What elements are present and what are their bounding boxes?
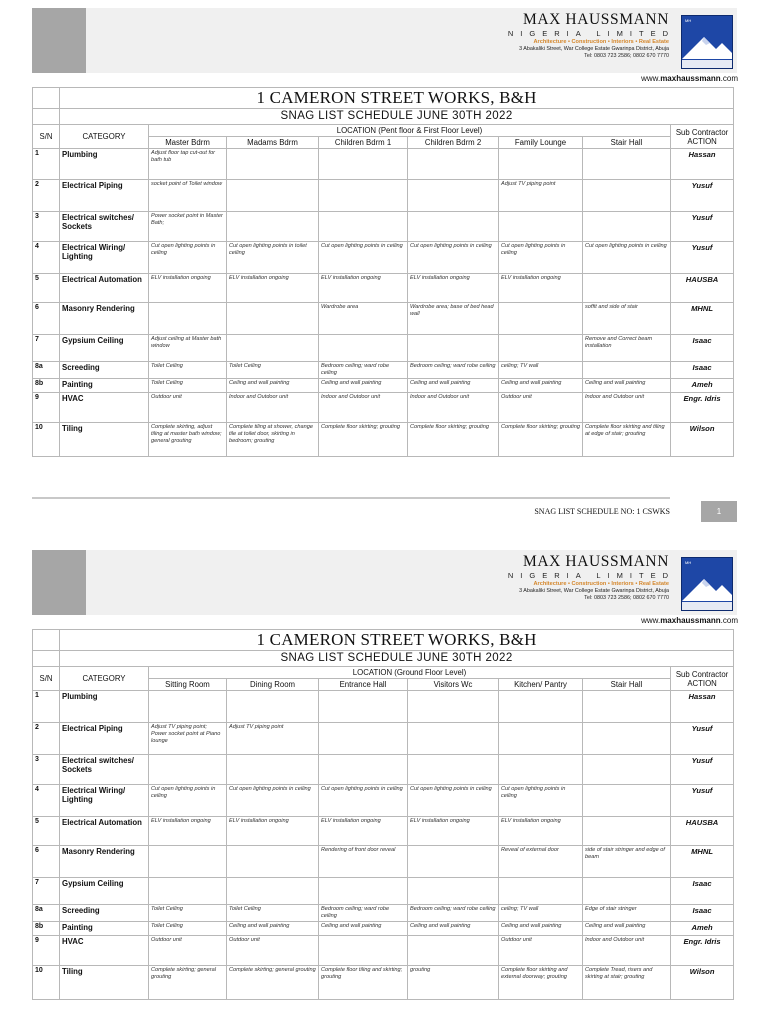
snag-note-cell: Complete floor skirting and external doorway; grouting (499, 965, 583, 999)
snag-note-cell: ELV installation ongoing (319, 274, 408, 303)
row-sn: 9 (33, 935, 60, 965)
snag-note-cell (499, 212, 583, 242)
row-action: Isaac (671, 335, 734, 362)
snag-note-cell: Cut open lighting points in ceiling (319, 785, 408, 817)
snag-note-cell: Ceiling and wall painting (227, 378, 319, 392)
row-sn: 1 (33, 691, 60, 723)
table-row (33, 392, 734, 422)
table-row (33, 422, 734, 456)
snag-note-cell: Adjust ceiling at Master bath window (149, 335, 227, 362)
row-action: Ameh (671, 378, 734, 392)
table-row (33, 723, 734, 755)
footer-schedule-no: SNAG LIST SCHEDULE NO: 1 CSWKS (534, 507, 670, 516)
row-sn: 1 (33, 149, 60, 180)
snag-note-cell (408, 935, 499, 965)
row-category: HVAC (60, 392, 149, 422)
column-header-room: Kitchen/ Pantry (499, 679, 583, 691)
header-sn: S/N (33, 667, 60, 691)
logo-mark-icon: MH (685, 560, 692, 565)
row-action: Yusuf (671, 180, 734, 212)
snag-note-cell: Bedroom ceiling; ward robe ceiling (408, 905, 499, 922)
snag-note-cell: ceiling; TV wall (499, 905, 583, 922)
row-action: Engr. Idris (671, 935, 734, 965)
snag-note-cell: soffit and side of stair (583, 303, 671, 335)
row-category: Gypsium Ceiling (60, 878, 149, 905)
row-sn: 6 (33, 303, 60, 335)
snag-note-cell: Cut open lighting points in ceiling (499, 242, 583, 274)
row-sn: 9 (33, 392, 60, 422)
table-row (33, 935, 734, 965)
row-category: Masonry Rendering (60, 303, 149, 335)
snag-note-cell: Indoor and Outdoor unit (583, 935, 671, 965)
table-row (33, 335, 734, 362)
row-category: HVAC (60, 935, 149, 965)
brand-subtitle: NIGERIA LIMITED (507, 29, 675, 38)
logo-strip (682, 602, 732, 610)
snag-note-cell: Complete skirting; general grouting (227, 965, 319, 999)
snag-note-cell: ELV installation ongoing (408, 817, 499, 846)
row-action: Wilson (671, 422, 734, 456)
website-link[interactable]: www.maxhaussmann.com (641, 74, 738, 83)
brand-block (507, 553, 675, 601)
snag-note-cell (149, 691, 227, 723)
snag-note-cell: Indoor and Outdoor unit (408, 392, 499, 422)
column-header-room: Visitors Wc (408, 679, 499, 691)
snag-note-cell (319, 691, 408, 723)
snag-note-cell (408, 212, 499, 242)
row-category: Painting (60, 378, 149, 392)
snag-note-cell (499, 303, 583, 335)
row-sn: 8a (33, 362, 60, 379)
snag-note-cell: Toilet Ceiling (227, 905, 319, 922)
snag-note-cell (227, 755, 319, 785)
snag-note-cell: ELV installation ongoing (227, 817, 319, 846)
logo-mountain-icon (682, 33, 732, 59)
snag-note-cell: Complete Tread, risers and skirting at stair; grouting (583, 965, 671, 999)
snag-note-cell (227, 846, 319, 878)
snag-note-cell: Toilet Ceiling (149, 905, 227, 922)
snag-note-cell: Cut open lighting points in ceiling (149, 785, 227, 817)
snag-note-cell (319, 935, 408, 965)
row-action: Ameh (671, 921, 734, 935)
snag-note-cell (583, 180, 671, 212)
snag-note-cell: Adjust TV piping point; Power socket point at Piano lounge (149, 723, 227, 755)
row-action: Engr. Idris (671, 392, 734, 422)
letterhead (32, 8, 737, 73)
row-category: Electrical Piping (60, 723, 149, 755)
snag-note-cell (583, 817, 671, 846)
snag-note-cell (499, 149, 583, 180)
snag-note-cell (319, 335, 408, 362)
brand-name: MAX HAUSSMANN (522, 11, 669, 28)
row-category: Electrical Wiring/ Lighting (60, 785, 149, 817)
column-header-room: Stair Hall (583, 679, 671, 691)
snag-note-cell: Wardrobe area (319, 303, 408, 335)
row-category: Masonry Rendering (60, 846, 149, 878)
snag-note-cell: ELV installation ongoing (499, 817, 583, 846)
row-sn: 6 (33, 846, 60, 878)
header-location: LOCATION (Ground Floor Level) (149, 667, 671, 679)
table-row (33, 378, 734, 392)
snag-note-cell: Outdoor unit (149, 392, 227, 422)
snag-note-cell: Rendering of front door reveal (319, 846, 408, 878)
snag-note-cell (319, 212, 408, 242)
table-row (33, 212, 734, 242)
snag-note-cell: Complete floor skirting; grouting (408, 422, 499, 456)
table-row (33, 965, 734, 999)
snag-note-cell (149, 878, 227, 905)
brand-tagline: Architecture • Construction • Interiors • Real Estate (533, 39, 669, 45)
row-action: Yusuf (671, 755, 734, 785)
table-row (33, 303, 734, 335)
row-sn: 3 (33, 212, 60, 242)
row-sn: 5 (33, 274, 60, 303)
snag-note-cell: Cut open lighting points in toilet ceiling (227, 242, 319, 274)
snag-note-cell: Cut open lighting points in ceiling (227, 785, 319, 817)
row-action: Isaac (671, 905, 734, 922)
row-category: Electrical Piping (60, 180, 149, 212)
brand-block (507, 11, 675, 59)
snag-note-cell (319, 149, 408, 180)
snag-note-cell (227, 878, 319, 905)
snag-note-cell (499, 878, 583, 905)
snag-note-cell (149, 303, 227, 335)
footer-rule (32, 497, 670, 499)
snag-note-cell: Cut open lighting points in ceiling (583, 242, 671, 274)
snag-table-1 (32, 87, 734, 457)
schedule-subtitle: SNAG LIST SCHEDULE JUNE 30TH 2022 (60, 651, 734, 667)
row-category: Screeding (60, 905, 149, 922)
row-sn: 10 (33, 422, 60, 456)
row-sn: 2 (33, 180, 60, 212)
company-logo (681, 15, 733, 69)
snag-note-cell: Ceiling and wall painting (227, 921, 319, 935)
snag-note-cell: Cut open lighting points in ceiling (408, 785, 499, 817)
snag-note-cell: side of stair stringer and edge of beam (583, 846, 671, 878)
snag-note-cell (227, 212, 319, 242)
row-category: Screeding (60, 362, 149, 379)
column-header-room: Madams Bdrm (227, 137, 319, 149)
table-row (33, 149, 734, 180)
logo-strip (682, 60, 732, 68)
table-row (33, 180, 734, 212)
row-sn: 3 (33, 755, 60, 785)
brand-address: 3 Abakaliki Street, War College Estate Gwarinpa District, Abuja (519, 46, 669, 52)
header-sn: S/N (33, 125, 60, 149)
snag-note-cell: Complete tiling at shower, change tile at toilet door, skirting in bedroom; grouting (227, 422, 319, 456)
snag-note-cell (408, 180, 499, 212)
snag-note-cell: Indoor and Outdoor unit (583, 392, 671, 422)
snag-note-cell (499, 723, 583, 755)
column-header-room: Family Lounge (499, 137, 583, 149)
company-logo (681, 557, 733, 611)
snag-note-cell: ELV installation ongoing (408, 274, 499, 303)
snag-note-cell: Adjust floor tap cut-out for bath tub (149, 149, 227, 180)
row-category: Gypsium Ceiling (60, 335, 149, 362)
table-corner-cell (33, 109, 60, 125)
snag-note-cell (227, 303, 319, 335)
snag-note-cell: Adjust TV piping point (227, 723, 319, 755)
snag-note-cell: Complete skirting, adjust tiling at master bath window; general grouting (149, 422, 227, 456)
row-action: MHNL (671, 846, 734, 878)
row-sn: 10 (33, 965, 60, 999)
row-action: Yusuf (671, 785, 734, 817)
row-action: Yusuf (671, 212, 734, 242)
snag-note-cell: Ceiling and wall painting (499, 921, 583, 935)
snag-note-cell (408, 723, 499, 755)
brand-telephone: Tel: 0803 723 2586; 0802 670 7770 (584, 53, 669, 59)
snag-note-cell (408, 335, 499, 362)
snag-note-cell (583, 149, 671, 180)
row-category: Plumbing (60, 149, 149, 180)
snag-note-cell: Power socket point in Master Bath; (149, 212, 227, 242)
row-sn: 5 (33, 817, 60, 846)
row-category: Electrical switches/ Sockets (60, 212, 149, 242)
snag-note-cell: ELV installation ongoing (149, 274, 227, 303)
schedule-subtitle: SNAG LIST SCHEDULE JUNE 30TH 2022 (60, 109, 734, 125)
column-header-room: Dining Room (227, 679, 319, 691)
snag-note-cell: Bedroom ceiling; ward robe ceiling (319, 905, 408, 922)
snag-note-cell: Ceiling and wall painting (408, 921, 499, 935)
row-sn: 2 (33, 723, 60, 755)
snag-note-cell: Ceiling and wall painting (319, 378, 408, 392)
snag-note-cell (149, 755, 227, 785)
table-row (33, 274, 734, 303)
snag-note-cell: ELV installation ongoing (319, 817, 408, 846)
row-action: Isaac (671, 878, 734, 905)
snag-note-cell: grouting (408, 965, 499, 999)
brand-subtitle: NIGERIA LIMITED (507, 571, 675, 580)
snag-note-cell (583, 691, 671, 723)
snag-note-cell (583, 723, 671, 755)
row-sn: 4 (33, 785, 60, 817)
row-action: MHNL (671, 303, 734, 335)
table-row (33, 785, 734, 817)
snag-note-cell: Complete skirting; general grouting (149, 965, 227, 999)
snag-table-2 (32, 629, 734, 1000)
header-gray-block (32, 8, 86, 73)
header-category: CATEGORY (60, 667, 149, 691)
snag-note-cell (408, 691, 499, 723)
snag-note-cell: Ceiling and wall painting (583, 378, 671, 392)
row-category: Painting (60, 921, 149, 935)
column-header-room: Sitting Room (149, 679, 227, 691)
snag-note-cell (583, 274, 671, 303)
snag-note-cell: Ceiling and wall painting (583, 921, 671, 935)
snag-note-cell: Outdoor unit (499, 392, 583, 422)
snag-note-cell (583, 878, 671, 905)
snag-note-cell (408, 846, 499, 878)
snag-note-cell: Toilet Ceiling (227, 362, 319, 379)
schedule-title: 1 CAMERON STREET WORKS, B&H (60, 630, 734, 651)
snag-note-cell (499, 335, 583, 362)
snag-note-cell: Toilet Ceiling (149, 378, 227, 392)
snag-note-cell: Ceiling and wall painting (319, 921, 408, 935)
snag-note-cell (149, 846, 227, 878)
letterhead (32, 550, 737, 615)
header-gray-block (32, 550, 86, 615)
table-row (33, 846, 734, 878)
snag-note-cell: Bedroom ceiling; ward robe ceiling (319, 362, 408, 379)
snag-note-cell: Cut open lighting points in ceiling (149, 242, 227, 274)
header-category: CATEGORY (60, 125, 149, 149)
brand-tagline: Architecture • Construction • Interiors • Real Estate (533, 581, 669, 587)
snag-note-cell: Outdoor unit (149, 935, 227, 965)
row-category: Electrical switches/ Sockets (60, 755, 149, 785)
snag-note-cell: ELV installation ongoing (499, 274, 583, 303)
row-action: HAUSBA (671, 817, 734, 846)
header-sub-contractor: Sub Contractor ACTION (671, 125, 734, 149)
header-sub-contractor: Sub Contractor ACTION (671, 667, 734, 691)
snag-note-cell: Ceiling and wall painting (499, 378, 583, 392)
snag-note-cell (408, 755, 499, 785)
snag-note-cell (227, 149, 319, 180)
snag-note-cell: ELV installation ongoing (149, 817, 227, 846)
snag-note-cell: Outdoor unit (499, 935, 583, 965)
table-corner-cell (33, 651, 60, 667)
snag-note-cell (319, 723, 408, 755)
row-category: Plumbing (60, 691, 149, 723)
column-header-room: Entrance Hall (319, 679, 408, 691)
snag-note-cell (319, 878, 408, 905)
brand-address: 3 Abakaliki Street, War College Estate Gwarinpa District, Abuja (519, 588, 669, 594)
table-row (33, 905, 734, 922)
snag-note-cell: Cut open lighting points in ceiling (408, 242, 499, 274)
brand-telephone: Tel: 0803 723 2586; 0802 670 7770 (584, 595, 669, 601)
snag-note-cell: Complete floor tiling and skirting; grouting (319, 965, 408, 999)
snag-note-cell (583, 362, 671, 379)
column-header-room: Stair Hall (583, 137, 671, 149)
snag-note-cell: Cut open lighting points in ceiling (319, 242, 408, 274)
snag-note-cell (227, 691, 319, 723)
snag-note-cell (583, 755, 671, 785)
snag-note-cell: socket point of Toilet window (149, 180, 227, 212)
logo-mountain-icon (682, 575, 732, 601)
row-category: Electrical Wiring/ Lighting (60, 242, 149, 274)
logo-mark-icon: MH (685, 18, 692, 23)
row-category: Tiling (60, 965, 149, 999)
snag-note-cell: Complete floor skirting and tiling at edge of stair; grouting (583, 422, 671, 456)
snag-note-cell (319, 755, 408, 785)
snag-note-cell (499, 691, 583, 723)
row-action: Hassan (671, 691, 734, 723)
row-action: Wilson (671, 965, 734, 999)
row-category: Tiling (60, 422, 149, 456)
snag-note-cell: Cut open lighting points in ceiling (499, 785, 583, 817)
snag-note-cell: Toilet Ceiling (149, 362, 227, 379)
snag-note-cell (227, 180, 319, 212)
row-category: Electrical Automation (60, 274, 149, 303)
table-corner-cell (33, 88, 60, 109)
row-sn: 8b (33, 921, 60, 935)
row-sn: 7 (33, 878, 60, 905)
snag-note-cell: Wardrobe area; base of bed head wall (408, 303, 499, 335)
row-sn: 8b (33, 378, 60, 392)
row-sn: 7 (33, 335, 60, 362)
snag-note-cell: Indoor and Outdoor unit (319, 392, 408, 422)
column-header-room: Children Bdrm 2 (408, 137, 499, 149)
snag-note-cell: Edge of stair stringer (583, 905, 671, 922)
column-header-room: Master Bdrm (149, 137, 227, 149)
snag-note-cell: ELV installation ongoing (227, 274, 319, 303)
page-number: 1 (701, 501, 737, 522)
snag-note-cell: ceiling; TV wall (499, 362, 583, 379)
snag-note-cell: Adjust TV piping point (499, 180, 583, 212)
snag-note-cell: Indoor and Outdoor unit (227, 392, 319, 422)
website-link[interactable]: www.maxhaussmann.com (641, 616, 738, 625)
table-row (33, 817, 734, 846)
row-category: Electrical Automation (60, 817, 149, 846)
row-sn: 4 (33, 242, 60, 274)
snag-note-cell: Bedroom ceiling; ward robe ceiling (408, 362, 499, 379)
snag-note-cell: Remove and Correct beam installation (583, 335, 671, 362)
table-row (33, 878, 734, 905)
snag-note-cell (583, 212, 671, 242)
snag-note-cell (499, 755, 583, 785)
snag-note-cell (319, 180, 408, 212)
snag-note-cell: Ceiling and wall painting (408, 378, 499, 392)
row-sn: 8a (33, 905, 60, 922)
table-row (33, 755, 734, 785)
table-row (33, 242, 734, 274)
snag-note-cell: Complete floor skirting; grouting (319, 422, 408, 456)
row-action: Hassan (671, 149, 734, 180)
row-action: Yusuf (671, 242, 734, 274)
snag-note-cell: Reveal of external door (499, 846, 583, 878)
snag-note-cell (583, 785, 671, 817)
table-row (33, 362, 734, 379)
brand-name: MAX HAUSSMANN (522, 553, 669, 570)
snag-note-cell: Outdoor unit (227, 935, 319, 965)
table-row (33, 691, 734, 723)
row-action: HAUSBA (671, 274, 734, 303)
column-header-room: Children Bdrm 1 (319, 137, 408, 149)
snag-note-cell: Toilet Ceiling (149, 921, 227, 935)
snag-note-cell (408, 878, 499, 905)
row-action: Yusuf (671, 723, 734, 755)
snag-note-cell: Complete floor skirting; grouting (499, 422, 583, 456)
schedule-title: 1 CAMERON STREET WORKS, B&H (60, 88, 734, 109)
snag-note-cell (408, 149, 499, 180)
header-location: LOCATION (Pent floor & First Floor Level) (149, 125, 671, 137)
table-corner-cell (33, 630, 60, 651)
row-action: Isaac (671, 362, 734, 379)
snag-note-cell (227, 335, 319, 362)
table-row (33, 921, 734, 935)
